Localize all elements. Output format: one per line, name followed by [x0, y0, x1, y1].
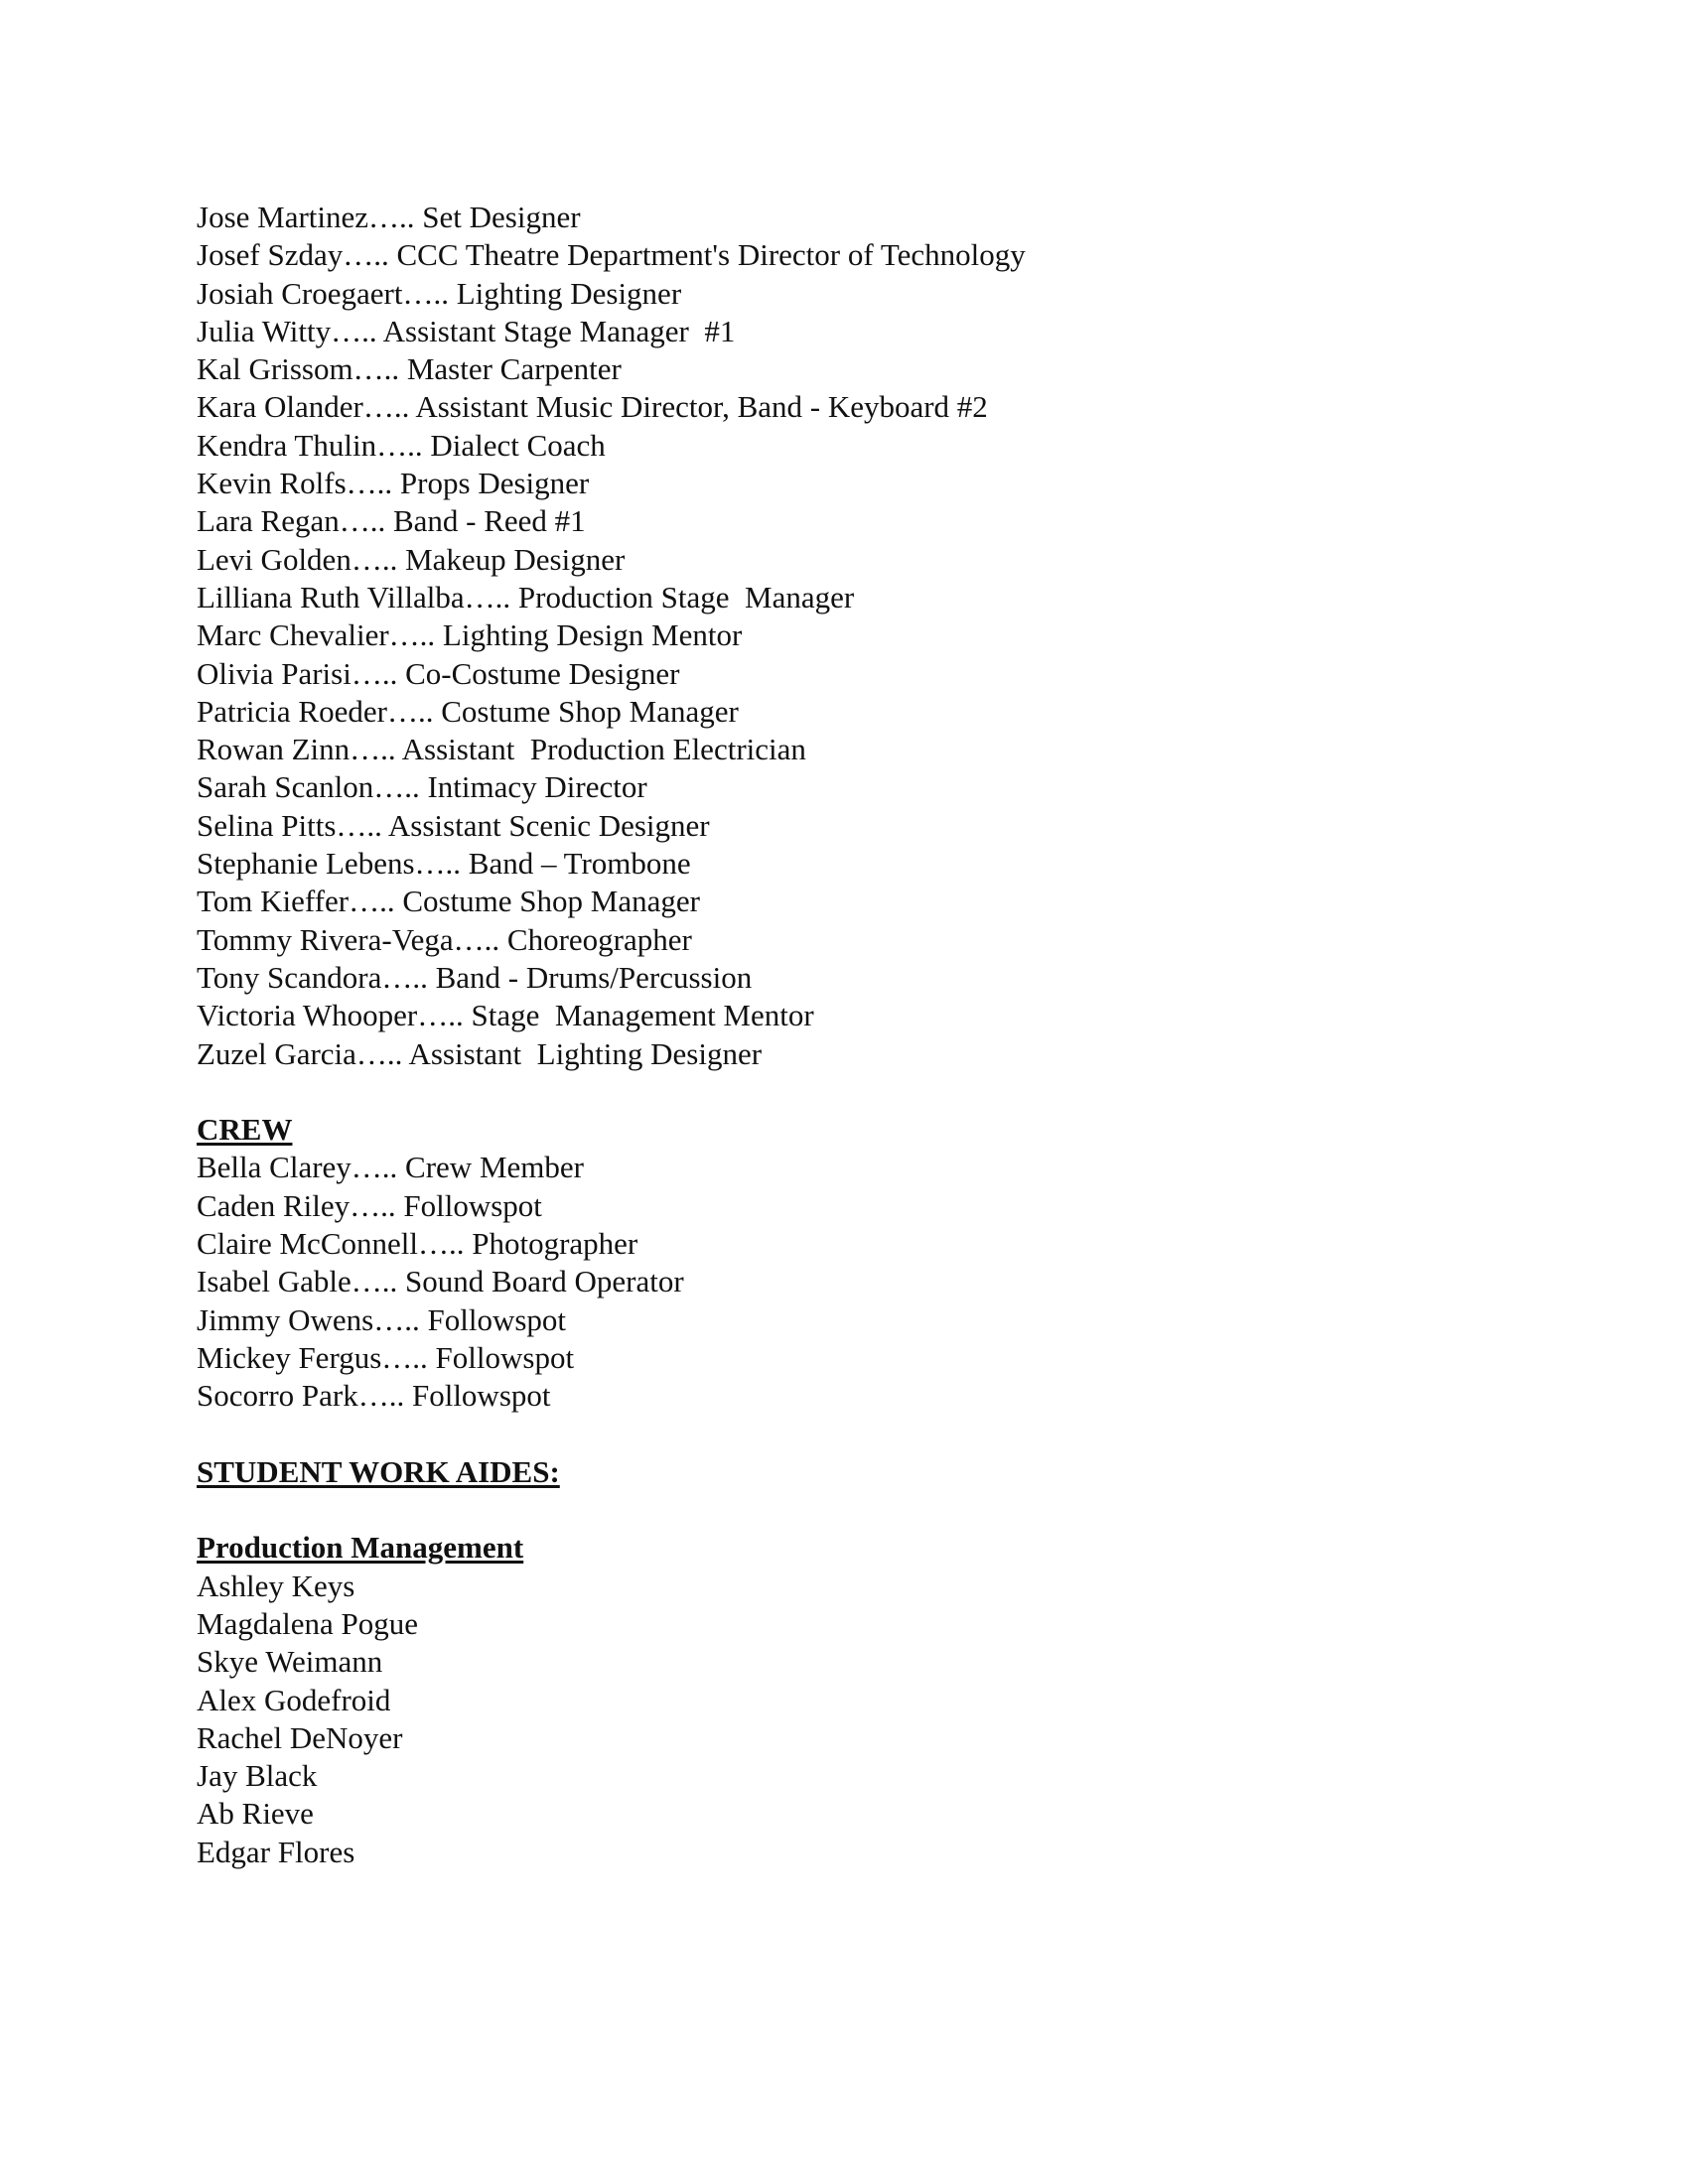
document-page: [197, 199, 1487, 1871]
aide-entry: Edgar Flores: [197, 1834, 355, 1869]
crew-heading: CREW: [197, 1112, 293, 1148]
production-management-list: [197, 1568, 1487, 1871]
crew-entry: Isabel Gable….. Sound Board Operator: [197, 1264, 684, 1299]
crew-entry: Claire McConnell….. Photographer: [197, 1226, 638, 1262]
staff-entry: Kal Grissom….. Master Carpenter: [197, 351, 622, 387]
aide-entry: Magdalena Pogue: [197, 1605, 418, 1641]
staff-list: [197, 199, 1487, 1073]
aide-entry: Jay Black: [197, 1758, 318, 1794]
section-spacer: [197, 1491, 1487, 1529]
staff-entry: Tommy Rivera-Vega….. Choreographer: [197, 921, 692, 957]
staff-entry: Patricia Roeder….. Costume Shop Manager: [197, 693, 739, 729]
crew-entry: Jimmy Owens….. Followspot: [197, 1301, 567, 1337]
staff-entry: Stephanie Lebens….. Band – Trombone: [197, 846, 691, 882]
aide-entry: Alex Godefroid: [197, 1682, 391, 1717]
staff-entry: Lara Regan….. Band - Reed #1: [197, 503, 586, 539]
staff-entry: Sarah Scanlon….. Intimacy Director: [197, 769, 647, 805]
staff-entry: Josiah Croegaert….. Lighting Designer: [197, 275, 682, 311]
crew-entry: Socorro Park….. Followspot: [197, 1378, 551, 1414]
production-management-heading: Production Management: [197, 1530, 524, 1566]
staff-entry: Jose Martinez….. Set Designer: [197, 200, 581, 234]
staff-entry: Levi Golden….. Makeup Designer: [197, 541, 626, 577]
staff-entry: Kendra Thulin….. Dialect Coach: [197, 427, 606, 463]
crew-list: [197, 1149, 1487, 1415]
staff-entry: Julia Witty….. Assistant Stage Manager #1: [197, 313, 736, 348]
staff-entry: Kara Olander….. Assistant Music Director, Band - Keyboard #2: [197, 389, 988, 425]
staff-entry: Josef Szday….. CCC Theatre Department's Director of Technology: [197, 237, 1026, 273]
staff-entry: Lilliana Ruth Villalba….. Production Stage Manager: [197, 579, 855, 614]
staff-entry: Zuzel Garcia….. Assistant Lighting Designer: [197, 1035, 763, 1071]
crew-entry: Caden Riley….. Followspot: [197, 1187, 542, 1223]
aide-entry: Ab Rieve: [197, 1796, 314, 1832]
staff-entry: Marc Chevalier….. Lighting Design Mentor: [197, 617, 743, 653]
student-work-aides-heading: STUDENT WORK AIDES:: [197, 1453, 560, 1489]
staff-entry: Tony Scandora….. Band - Drums/Percussion: [197, 959, 753, 995]
section-spacer: [197, 1073, 1487, 1111]
crew-entry: Mickey Fergus….. Followspot: [197, 1339, 575, 1375]
staff-entry: Rowan Zinn….. Assistant Production Electrician: [197, 732, 806, 767]
aide-entry: Rachel DeNoyer: [197, 1719, 403, 1755]
staff-entry: Olivia Parisi….. Co-Costume Designer: [197, 655, 680, 691]
staff-entry: Victoria Whooper….. Stage Management Mentor: [197, 998, 814, 1033]
aide-entry: Skye Weimann: [197, 1644, 383, 1680]
crew-entry: Bella Clarey….. Crew Member: [197, 1150, 584, 1185]
staff-entry: Selina Pitts….. Assistant Scenic Designer: [197, 807, 710, 843]
staff-entry: Tom Kieffer….. Costume Shop Manager: [197, 884, 700, 919]
aide-entry: Ashley Keys: [197, 1568, 355, 1603]
section-spacer: [197, 1416, 1487, 1453]
staff-entry: Kevin Rolfs….. Props Designer: [197, 466, 590, 501]
